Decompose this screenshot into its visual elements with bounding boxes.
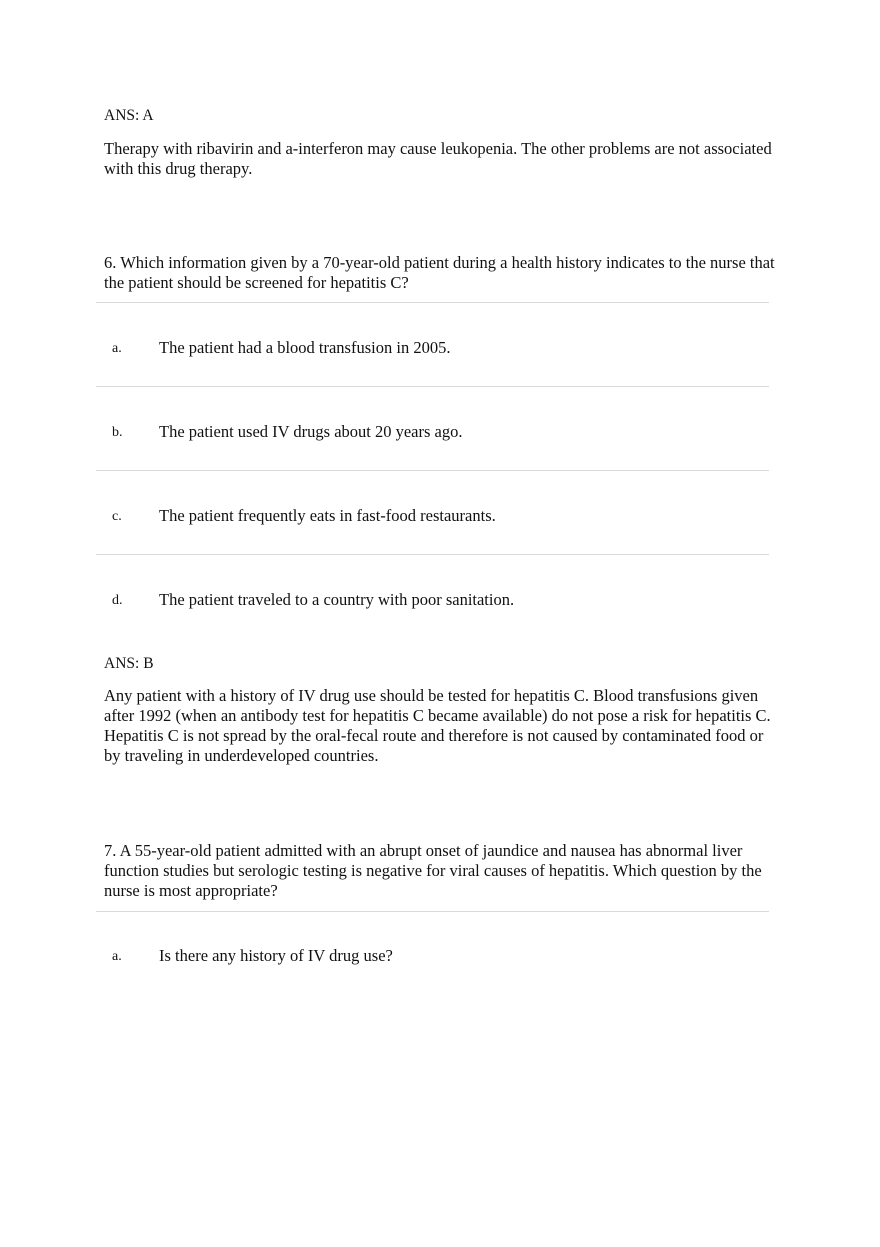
option-letter: c. (112, 509, 122, 524)
divider (96, 386, 769, 387)
option-letter: a. (112, 949, 122, 964)
option-text: The patient traveled to a country with poor sanitation. (159, 590, 515, 609)
divider (96, 302, 769, 303)
q7-question: 7. A 55-year-old patient admitted with an abrupt onset of jaundice and nausea has abnormal liver function studies but serologic testing is negative for viral causes of hepatitis. Which question by the nurse is most appropriate? (104, 841, 762, 900)
q6-option-a[interactable] (104, 337, 769, 361)
q6-option-c[interactable] (104, 505, 769, 529)
q7-option-a[interactable] (104, 945, 769, 969)
option-text: The patient used IV drugs about 20 years ago. (159, 422, 463, 441)
q5-rationale: Therapy with ribavirin and a-interferon may cause leukopenia. The other problems are not associated with this drug therapy. (104, 139, 772, 178)
q6-option-b[interactable] (104, 421, 769, 445)
divider (96, 554, 769, 555)
divider (96, 911, 769, 912)
q6-rationale: Any patient with a history of IV drug use should be tested for hepatitis C. Blood transfusions given after 1992 (when an antibody test for hepatitis C became available) do not pose a risk for hepatitis C. Hepatitis C is not spread by the oral-fecal route and therefore is not caused by contaminated food or by traveling in underdeveloped countries. (104, 686, 771, 765)
divider (96, 470, 769, 471)
option-letter: b. (112, 425, 123, 440)
q6-option-d[interactable] (104, 589, 769, 613)
q6-question: 6. Which information given by a 70-year-old patient during a health history indicates to the nurse that the patient should be screened for hepatitis C? (104, 253, 775, 292)
option-letter: d. (112, 593, 123, 608)
q5-answer: ANS: A (104, 107, 154, 124)
option-text: Is there any history of IV drug use? (159, 946, 393, 965)
option-text: The patient had a blood transfusion in 2005. (159, 338, 451, 357)
q6-answer: ANS: B (104, 655, 154, 672)
option-letter: a. (112, 341, 122, 356)
option-text: The patient frequently eats in fast-food restaurants. (159, 506, 496, 525)
